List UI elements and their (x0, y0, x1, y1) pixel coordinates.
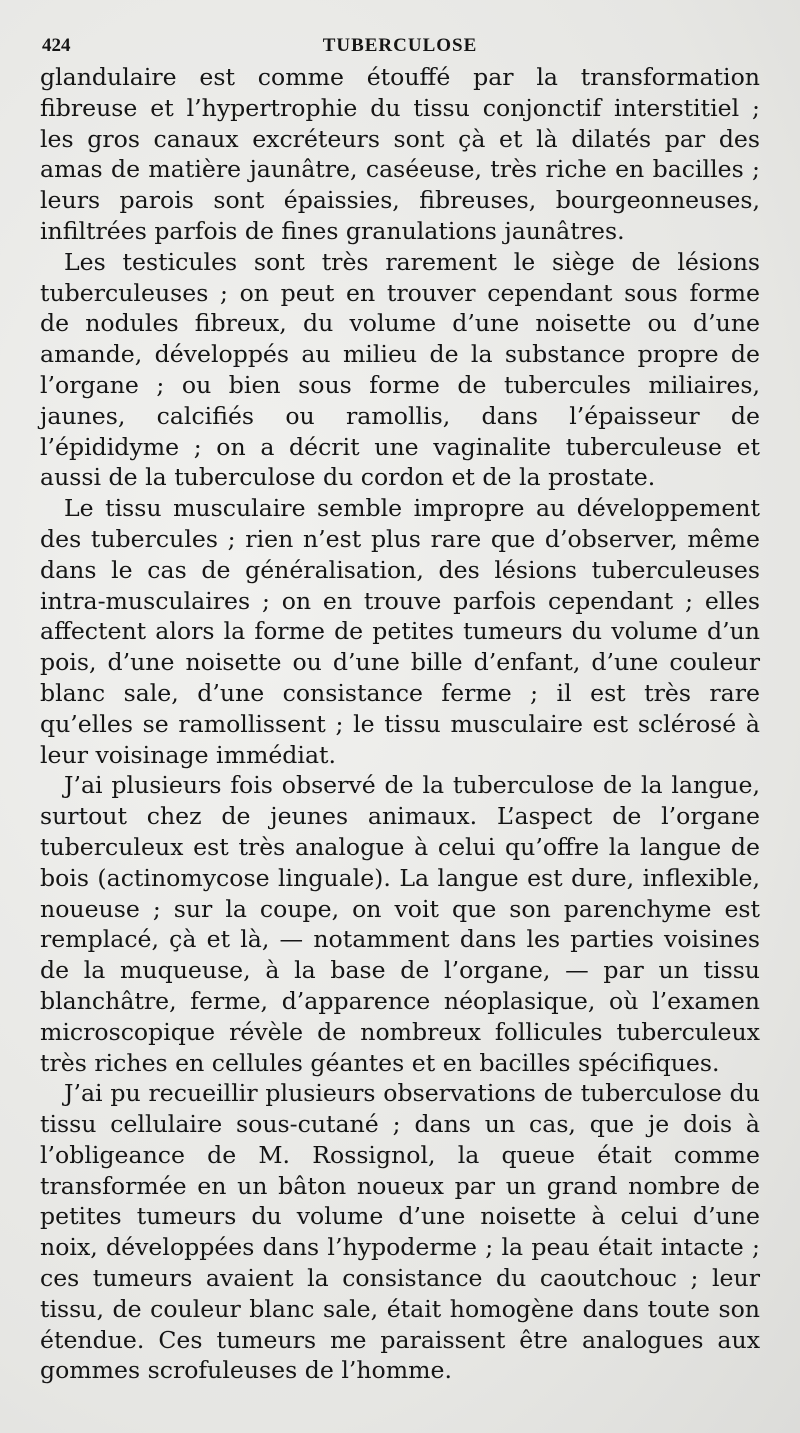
text-run: J’ai plusieurs fois observé de la tuberculose de la (64, 771, 672, 800)
page-number: 424 (42, 35, 71, 56)
text-run: surtout chez de jeunes animaux. L’aspect de l’organe tuberculeux est très analogue à celui qu’offre la (40, 802, 760, 861)
text-run: semble impropre au développement des tubercules ; rien n’est plus rare que d’observer, même dans le cas de généralisation, des lésions tuberculeuses intra-musculaires ; on en trouve parfois cependant ; elles affectent alors la forme de petites tumeurs du volume d’un pois, d’une noisette ou d’une bille d’enfant, d’une couleur blanc sale, d’une consistance ferme ; il est très rare qu’elles se ramollissent ; le tissu musculaire est sclérosé à leur voisinage immédiat. (40, 494, 760, 769)
italic-term: testicules (122, 247, 238, 276)
paragraph (40, 247, 760, 493)
text-run: de l’homme. (297, 1356, 452, 1385)
italic-term: musculaire (173, 494, 306, 523)
italic-term: langue de bois (40, 832, 761, 892)
italic-term: gommes scrofuleuses (40, 1356, 298, 1385)
paragraph (40, 493, 760, 770)
body-text (40, 62, 760, 1386)
text-run: Les (64, 247, 123, 276)
text-run: Le tissu (64, 494, 174, 523)
text-run: (actinomycose linguale). La langue est dure, inflexible, noueuse ; sur la coupe, on voit que son parenchyme est remplacé, çà et là, — notamment dans les parties voisines de la muqueuse, à la base de l’organe, — par un tissu blanchâtre, ferme, d’apparence néoplasique, où l’examen microscopique révèle de nombreux follicules tuberculeux très riches en cellules géantes et en bacilles spécifiques. (40, 863, 760, 1077)
text-run: J’ai pu recueillir plusieurs observations de tuberculose du tissu cellulaire sous-cutané ; dans un cas, que je dois à l’obligeance de M. Rossignol, la queue était comme transformée en un bâton noueux par un grand nombre de petites tumeurs du volume d’une noisette à celui d’une noix, développées dans l’hypoderme ; la peau était intacte ; ces tumeurs avaient la consistance du caoutchouc ; leur tissu, de couleur blanc sale, était homogène dans toute son étendue. Ces tumeurs me paraissent être analogues aux (40, 1079, 760, 1354)
paragraph (40, 1078, 760, 1386)
running-head (40, 30, 760, 62)
paragraph (40, 62, 760, 247)
italic-term: langue, (671, 771, 760, 800)
paragraph (40, 770, 760, 1078)
text-run: glandulaire est comme étouffé par la transformation fibreuse et l’hypertrophie du tissu conjonctif interstitiel ; les gros canaux excréteurs sont çà et là dilatés par des amas de matière jaunâtre, caséeuse, très riche en bacilles ; leurs parois sont épaissies, fibreuses, bourgeonneuses, infiltrées parfois de fines granulations jaunâtres. (40, 63, 760, 245)
text-run: sont très rarement le siège de lésions tuberculeuses ; on peut en trouver cependant sous forme de nodules fibreux, du volume d’une noisette ou d’une amande, développés au milieu de la substance propre de l’organe ; ou bien sous forme de tubercules miliaires, jaunes, calcifiés ou ramollis, dans l’épaisseur de l’épididyme ; on a décrit une vaginalite tuberculeuse et aussi de la tuberculose du cordon et de la prostate. (40, 247, 760, 492)
running-title: TUBERCULOSE (322, 35, 478, 56)
